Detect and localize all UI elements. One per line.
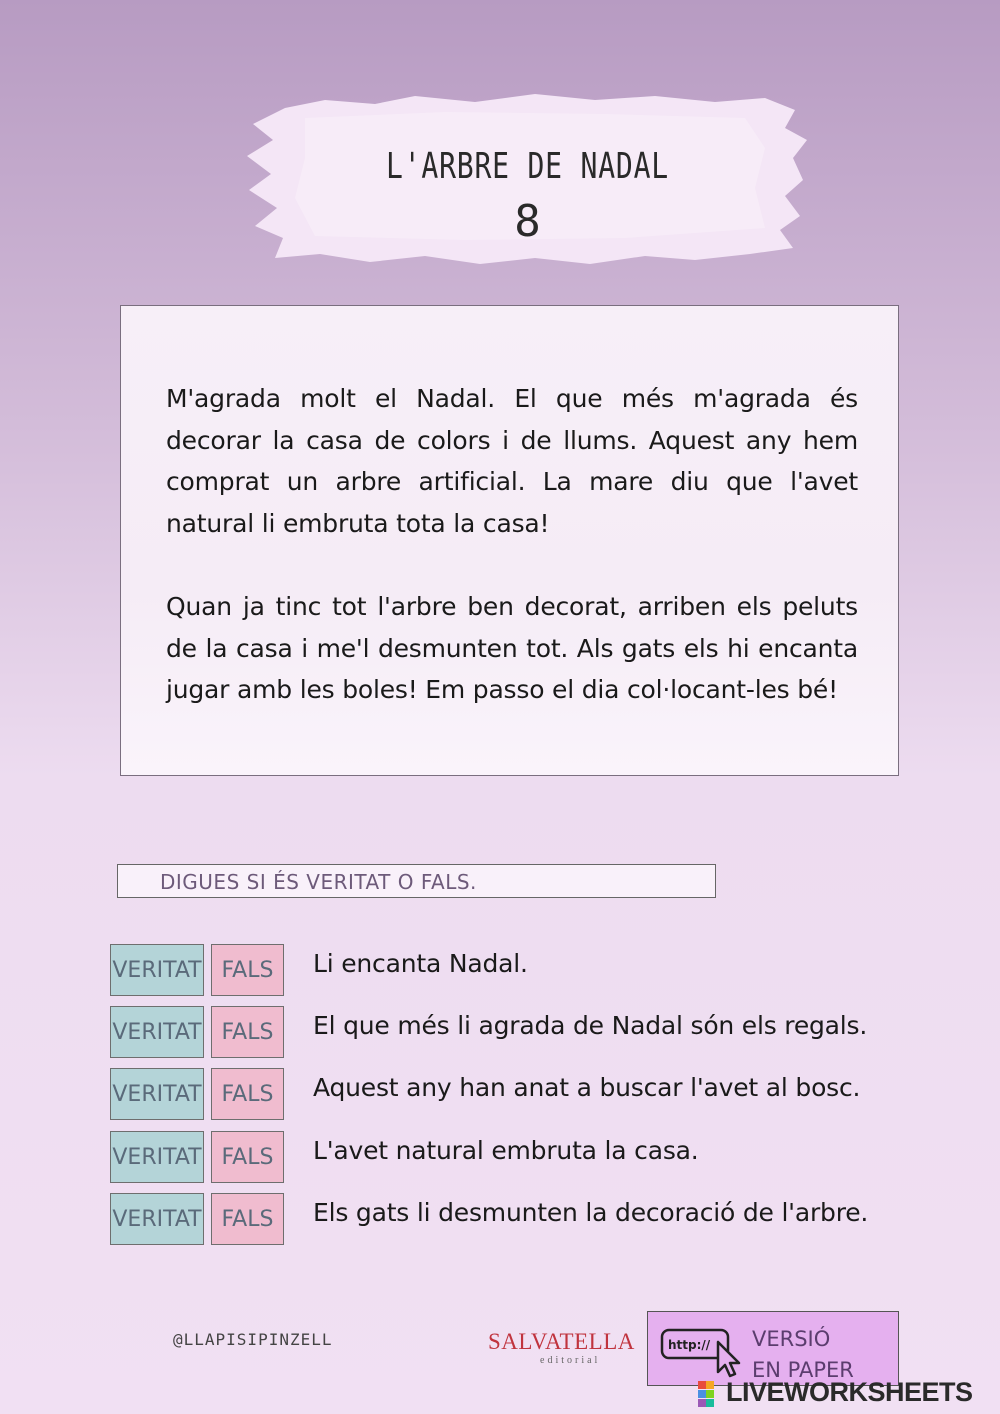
- reading-paragraph-1: M'agrada molt el Nadal. El que més m'agrada és decorar la casa de colors i de llums. Aquest any hem comprat un arbre artificial. La mare diu que l'avet natural li embruta tota la casa!: [166, 384, 858, 538]
- author-handle: @LLAPISIPINZELL: [173, 1330, 333, 1349]
- publisher-logo: [468, 1325, 635, 1369]
- question-row: [0, 1006, 1000, 1060]
- question-row: [0, 1131, 1000, 1185]
- question-row: [0, 1068, 1000, 1122]
- question-text: Li encanta Nadal.: [313, 949, 528, 978]
- false-button[interactable]: FALS: [211, 1131, 284, 1183]
- question-text: Aquest any han anat a buscar l'avet al bosc.: [313, 1073, 861, 1102]
- paper-line-1: VERSIÓ: [752, 1327, 831, 1351]
- question-row: [0, 1193, 1000, 1247]
- false-button[interactable]: FALS: [211, 944, 284, 996]
- false-button[interactable]: FALS: [211, 1193, 284, 1245]
- question-text: L'avet natural embruta la casa.: [313, 1136, 699, 1165]
- question-text: Els gats li desmunten la decoració de l'arbre.: [313, 1198, 869, 1227]
- paper-version-link[interactable]: [647, 1311, 899, 1386]
- false-button[interactable]: FALS: [211, 1068, 284, 1120]
- reading-paragraph-2: Quan ja tinc tot l'arbre ben decorat, arriben els peluts de la casa i me'l desmunten tot. Als gats els hi encanta jugar amb les boles! Em passo el dia col·locant-les bé!: [166, 592, 858, 704]
- false-button[interactable]: FALS: [211, 1006, 284, 1058]
- liveworksheets-text: LIVEWORKSHEETS: [726, 1377, 973, 1407]
- publisher-subtitle: editorial: [540, 1355, 601, 1366]
- true-button[interactable]: VERITAT: [110, 1006, 204, 1058]
- true-button[interactable]: VERITAT: [110, 944, 204, 996]
- worksheet-number: 8: [514, 196, 541, 247]
- paper-line-2: EN PAPER: [752, 1358, 854, 1382]
- page-title: L'ARBRE DE NADAL: [386, 146, 669, 187]
- web-cursor-icon: [660, 1326, 742, 1378]
- true-button[interactable]: VERITAT: [110, 1068, 204, 1120]
- title-splash: [245, 88, 810, 268]
- reading-box: [120, 305, 899, 776]
- liveworksheets-watermark: [698, 1377, 998, 1411]
- liveworksheets-badge-icon: [698, 1381, 722, 1407]
- question-text: El que més li agrada de Nadal són els regals.: [313, 1011, 868, 1040]
- instruction-box: [117, 864, 716, 898]
- question-row: [0, 944, 1000, 998]
- true-button[interactable]: VERITAT: [110, 1193, 204, 1245]
- http-icon-text: http://: [668, 1338, 711, 1352]
- instruction-text: DIGUES SI ÉS VERITAT O FALS.: [160, 870, 477, 894]
- publisher-name: SALVATELLA: [488, 1329, 635, 1354]
- true-button[interactable]: VERITAT: [110, 1131, 204, 1183]
